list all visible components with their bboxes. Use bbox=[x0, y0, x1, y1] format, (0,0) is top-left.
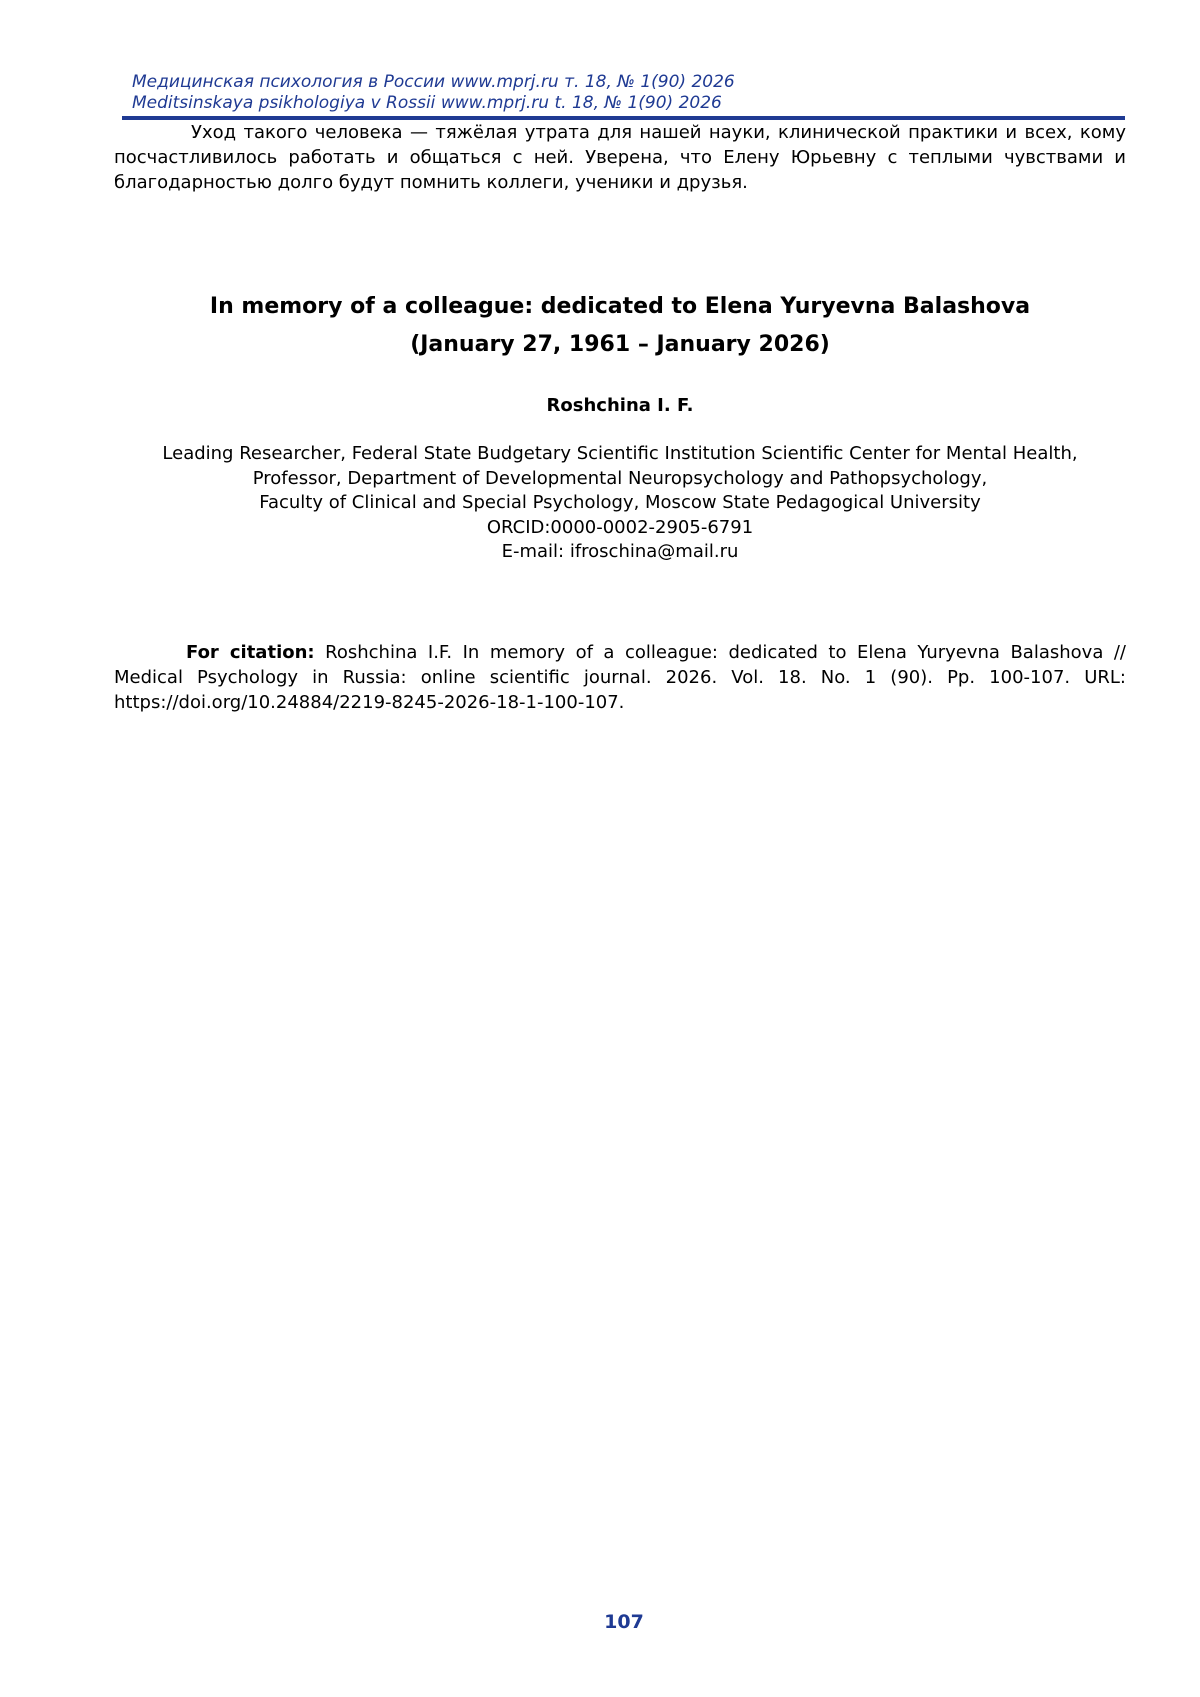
affiliation-line-1: Leading Researcher, Federal State Budgetary Scientific Institution Scientific Center for Mental Health, bbox=[162, 443, 1078, 464]
orcid: ORCID:0000-0002-2905-6791 bbox=[486, 516, 754, 538]
citation-paragraph bbox=[114, 640, 1126, 715]
citation-lead: For citation: bbox=[186, 642, 315, 663]
email: E-mail: ifroschina@mail.ru bbox=[501, 541, 739, 562]
intro-paragraph: Уход такого человека — тяжёлая утрата для нашей науки, клинической практики и всех, кому посчастливилось работать и общаться с ней. Уверена, что Елену Юрьевну с теплыми чувствами и благодарностью долго будут помнить коллеги, ученики и друзья. bbox=[114, 122, 1126, 193]
page-number: 107 bbox=[604, 1611, 644, 1633]
author-affiliation bbox=[114, 442, 1126, 565]
author-name: Roshchina I. F. bbox=[546, 395, 694, 416]
article-title bbox=[114, 288, 1126, 364]
affiliation-line-3: Faculty of Clinical and Special Psychology, Moscow State Pedagogical University bbox=[259, 492, 981, 513]
article-title-line-1: In memory of a colleague: dedicated to Elena Yuryevna Balashova bbox=[209, 294, 1031, 319]
article-title-line-2: (January 27, 1961 – January 2026) bbox=[410, 332, 830, 357]
header-line-translit: Meditsinskaya psikhologiya v Rossii www.mprj.ru t. 18, № 1(90) 2026 bbox=[132, 93, 722, 113]
affiliation-line-2: Professor, Department of Developmental Neuropsychology and Pathopsychology, bbox=[252, 467, 988, 489]
header-line-ru: Медицинская психология в России www.mprj.ru т. 18, № 1(90) 2026 bbox=[132, 72, 735, 92]
running-header bbox=[132, 72, 1092, 114]
citation-text: Roshchina I.F. In memory of a colleague: dedicated to Elena Yuryevna Balashova // Medical Psychology in Russia: online scientific journal. 2026. Vol. 18. No. 1 (90). Pp. 100-107. URL: https://doi.org/10.24884/2219-8245-2026-18-1-100-107. bbox=[114, 642, 1126, 713]
